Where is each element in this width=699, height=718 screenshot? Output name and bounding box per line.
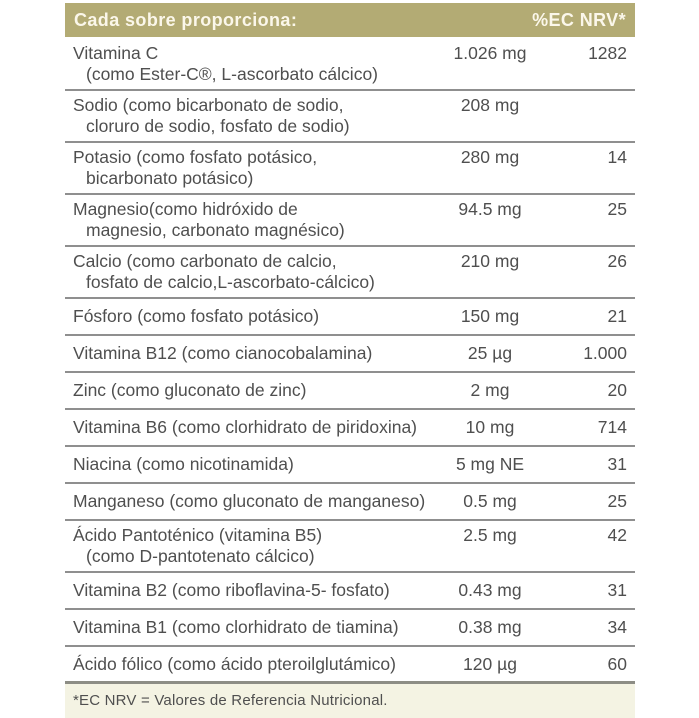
- nutrient-name: [65, 380, 430, 401]
- table-header-bar: [65, 3, 635, 37]
- nutrient-nrv: 26: [607, 251, 627, 271]
- nutrient-nrv: 1.000: [583, 343, 627, 363]
- nutrient-name-line: cloruro de sodio, fosfato de sodio): [86, 116, 350, 136]
- nrv-column-header: %EC NRV*: [532, 9, 626, 30]
- nutrient-name-line: Vitamina B6 (como clorhidrato de piridoxina): [73, 417, 418, 437]
- nutrient-name-line: Vitamina C: [73, 43, 159, 63]
- table-row: [65, 299, 635, 336]
- nutrient-nrv: 14: [607, 147, 627, 167]
- table-row: [65, 484, 635, 521]
- nutrient-name: [65, 417, 430, 438]
- table-row: [65, 91, 635, 143]
- nutrient-name-line: Manganeso (como gluconato de manganeso): [73, 491, 426, 511]
- table-row: [65, 336, 635, 373]
- table-row: [65, 573, 635, 610]
- nutrient-name-line: fosfato de calcio,L-ascorbato-cálcico): [86, 272, 375, 292]
- nutrient-name-line: Magnesio(como hidróxido de: [73, 199, 298, 219]
- nutrient-amount: 5 mg NE: [455, 454, 525, 474]
- nutrient-amount: 0.5 mg: [463, 491, 517, 511]
- nutrient-amount: 25 µg: [467, 343, 513, 363]
- nutrient-nrv: 25: [607, 199, 627, 219]
- table-row: [65, 647, 635, 681]
- nutrient-amount: 10 mg: [465, 417, 515, 437]
- nutrient-name-line: Zinc (como gluconato de zinc): [73, 380, 307, 400]
- nutrient-name: [65, 617, 430, 638]
- nutrient-amount: 0.38 mg: [458, 617, 522, 637]
- nutrient-name: [65, 654, 430, 675]
- nutrient-amount: 120 µg: [463, 654, 517, 674]
- table-row: [65, 247, 635, 299]
- nutrient-amount: 1.026 mg: [453, 43, 527, 63]
- nutrient-nrv: 31: [607, 580, 627, 600]
- nutrition-table: [65, 37, 635, 681]
- nutrient-name-line: Vitamina B1 (como clorhidrato de tiamina): [73, 617, 399, 637]
- nutrient-nrv: 31: [607, 454, 627, 474]
- nutrient-name: [65, 306, 430, 327]
- nutrient-name: [65, 43, 430, 85]
- nutrient-name-line: Sodio (como bicarbonato de sodio,: [73, 95, 344, 115]
- header-title: Cada sobre proporciona:: [74, 9, 298, 30]
- nutrient-nrv: 42: [607, 525, 627, 545]
- nutrient-amount: 280 mg: [460, 147, 520, 167]
- table-row: [65, 143, 635, 195]
- nutrient-name-line: Calcio (como carbonato de calcio,: [73, 251, 337, 271]
- nutrient-nrv: 20: [607, 380, 627, 400]
- nutrient-amount: 94.5 mg: [458, 199, 522, 219]
- nutrient-nrv: 21: [607, 306, 627, 326]
- nutrient-name: [65, 251, 430, 293]
- nutrient-amount: 2 mg: [470, 380, 510, 400]
- table-row: [65, 521, 635, 573]
- nutrient-name: [65, 343, 430, 364]
- nutrient-name-line: Niacina (como nicotinamida): [73, 454, 294, 474]
- nutrient-nrv: 25: [607, 491, 627, 511]
- nutrient-nrv: 60: [607, 654, 627, 674]
- nutrient-name: [65, 525, 430, 567]
- nutrient-nrv: 34: [607, 617, 627, 637]
- nutrient-name-line: Fósforo (como fosfato potásico): [73, 306, 320, 326]
- nutrient-name: [65, 199, 430, 241]
- nutrient-name-line: magnesio, carbonato magnésico): [86, 220, 345, 240]
- table-row: [65, 37, 635, 91]
- nutrient-amount: 150 mg: [460, 306, 520, 326]
- nutrient-name-line: (como D-pantotenato cálcico): [86, 546, 315, 566]
- footnote-bar: [65, 681, 635, 718]
- nutrient-name: [65, 95, 430, 137]
- table-row: [65, 447, 635, 484]
- nutrient-amount: 0.43 mg: [458, 580, 522, 600]
- nutrient-name-line: Ácido Pantoténico (vitamina B5): [73, 525, 323, 545]
- table-row: [65, 610, 635, 647]
- table-row: [65, 410, 635, 447]
- nutrient-amount: 210 mg: [460, 251, 520, 271]
- nutrient-name: [65, 580, 430, 601]
- nutrient-name-line: bicarbonato potásico): [86, 168, 254, 188]
- nutrient-name: [65, 491, 430, 512]
- nutrient-name-line: Ácido fólico (como ácido pteroilglutámico): [73, 654, 396, 674]
- nutrient-nrv: 714: [597, 417, 627, 437]
- nutrient-name-line: Vitamina B2 (como riboflavina-5- fosfato): [73, 580, 390, 600]
- nutrient-name: [65, 454, 430, 475]
- nutrient-amount: 208 mg: [460, 95, 520, 115]
- table-row: [65, 373, 635, 410]
- nutrient-nrv: 1282: [588, 43, 627, 63]
- nutrient-amount: 2.5 mg: [463, 525, 517, 545]
- table-row: [65, 195, 635, 247]
- nutrient-name: [65, 147, 430, 189]
- nutrient-name-line: Potasio (como fosfato potásico,: [73, 147, 318, 167]
- nutrient-name-line: Vitamina B12 (como cianocobalamina): [73, 343, 373, 363]
- nutrient-name-line: (como Ester-C®, L-ascorbato cálcico): [86, 64, 379, 84]
- facts-panel: [65, 3, 635, 718]
- footnote-text: *EC NRV = Valores de Referencia Nutricional.: [73, 692, 388, 709]
